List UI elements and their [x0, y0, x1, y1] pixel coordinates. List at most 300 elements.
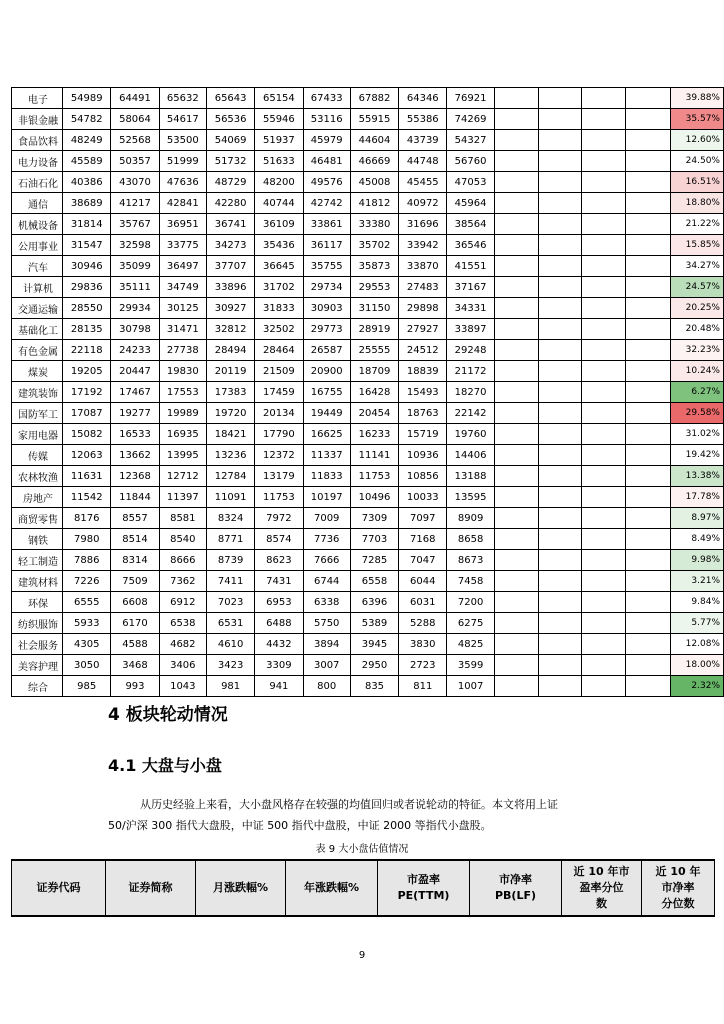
value-cell: 33380	[350, 214, 398, 235]
table-row	[12, 403, 724, 424]
empty-cell	[582, 361, 626, 382]
sector-name-cell: 农林牧渔	[12, 466, 63, 487]
value-cell: 45589	[63, 151, 111, 172]
value-cell: 11833	[303, 466, 350, 487]
table-row	[12, 613, 724, 634]
value-cell: 46481	[303, 151, 350, 172]
empty-cell	[538, 172, 581, 193]
empty-cell	[626, 109, 670, 130]
value-cell: 48200	[255, 172, 303, 193]
table-row	[12, 88, 724, 109]
value-cell: 36117	[303, 235, 350, 256]
empty-cell	[494, 109, 538, 130]
value-cell: 29773	[303, 319, 350, 340]
value-cell: 3945	[350, 634, 398, 655]
value-cell: 36109	[255, 214, 303, 235]
value-cell: 36497	[159, 256, 206, 277]
value-cell: 26587	[303, 340, 350, 361]
change-percent-cell: 9.84%	[670, 592, 723, 613]
value-cell: 53116	[303, 109, 350, 130]
empty-cell	[582, 634, 626, 655]
value-cell: 74269	[447, 109, 494, 130]
value-cell: 19760	[447, 424, 494, 445]
empty-cell	[538, 382, 581, 403]
value-cell: 17192	[63, 382, 111, 403]
table-row	[12, 676, 724, 697]
empty-cell	[626, 151, 670, 172]
value-cell: 20454	[350, 403, 398, 424]
table-row	[12, 361, 724, 382]
column-header-line: 数	[596, 897, 607, 910]
value-cell: 16755	[303, 382, 350, 403]
value-cell: 7972	[255, 508, 303, 529]
value-cell: 40972	[399, 193, 447, 214]
empty-cell	[538, 193, 581, 214]
value-cell: 46669	[350, 151, 398, 172]
empty-cell	[494, 592, 538, 613]
empty-cell	[494, 487, 538, 508]
sector-name-cell: 计算机	[12, 277, 63, 298]
change-percent-cell: 17.78%	[670, 487, 723, 508]
empty-cell	[582, 88, 626, 109]
value-cell: 67882	[350, 88, 398, 109]
change-percent-cell: 13.38%	[670, 466, 723, 487]
value-cell: 41551	[447, 256, 494, 277]
value-cell: 11542	[63, 487, 111, 508]
table-row	[12, 424, 724, 445]
value-cell: 38689	[63, 193, 111, 214]
section-heading: 4 板块轮动情况	[108, 705, 228, 725]
value-cell: 17459	[255, 382, 303, 403]
table-row	[12, 235, 724, 256]
value-cell: 6953	[255, 592, 303, 613]
empty-cell	[538, 655, 581, 676]
column-header-line: 盈率分位	[579, 881, 624, 894]
value-cell: 19720	[206, 403, 254, 424]
value-cell: 20900	[303, 361, 350, 382]
value-cell: 51633	[255, 151, 303, 172]
sector-name-cell: 综合	[12, 676, 63, 697]
empty-cell	[538, 298, 581, 319]
empty-cell	[538, 277, 581, 298]
value-cell: 7411	[206, 571, 254, 592]
value-cell: 51732	[206, 151, 254, 172]
sector-name-cell: 建筑装饰	[12, 382, 63, 403]
value-cell: 11844	[111, 487, 159, 508]
value-cell: 4588	[111, 634, 159, 655]
value-cell: 3830	[399, 634, 447, 655]
value-cell: 15719	[399, 424, 447, 445]
value-cell: 993	[111, 676, 159, 697]
empty-cell	[538, 592, 581, 613]
value-cell: 35111	[111, 277, 159, 298]
value-cell: 12372	[255, 445, 303, 466]
empty-cell	[494, 382, 538, 403]
empty-cell	[494, 193, 538, 214]
empty-cell	[494, 550, 538, 571]
empty-cell	[538, 487, 581, 508]
value-cell: 6538	[159, 613, 206, 634]
sector-name-cell: 国防军工	[12, 403, 63, 424]
value-cell: 29248	[447, 340, 494, 361]
empty-cell	[538, 319, 581, 340]
value-cell: 4682	[159, 634, 206, 655]
value-cell: 35755	[303, 256, 350, 277]
empty-cell	[494, 88, 538, 109]
value-cell: 7285	[350, 550, 398, 571]
value-cell: 6608	[111, 592, 159, 613]
empty-cell	[626, 466, 670, 487]
value-cell: 7047	[399, 550, 447, 571]
table-row	[12, 277, 724, 298]
empty-cell	[582, 256, 626, 277]
value-cell: 16428	[350, 382, 398, 403]
value-cell: 7509	[111, 571, 159, 592]
value-cell: 36546	[447, 235, 494, 256]
value-cell: 14406	[447, 445, 494, 466]
value-cell: 8771	[206, 529, 254, 550]
empty-cell	[582, 592, 626, 613]
value-cell: 8666	[159, 550, 206, 571]
empty-cell	[494, 634, 538, 655]
empty-cell	[582, 172, 626, 193]
value-cell: 3423	[206, 655, 254, 676]
table-row	[12, 109, 724, 130]
value-cell: 6488	[255, 613, 303, 634]
value-cell: 19449	[303, 403, 350, 424]
value-cell: 34331	[447, 298, 494, 319]
change-percent-cell: 31.02%	[670, 424, 723, 445]
value-cell: 12784	[206, 466, 254, 487]
sector-name-cell: 房地产	[12, 487, 63, 508]
value-cell: 27927	[399, 319, 447, 340]
change-percent-cell: 15.85%	[670, 235, 723, 256]
column-header	[286, 860, 378, 916]
value-cell: 18709	[350, 361, 398, 382]
value-cell: 8557	[111, 508, 159, 529]
value-cell: 8581	[159, 508, 206, 529]
column-header	[642, 860, 715, 916]
value-cell: 11141	[350, 445, 398, 466]
value-cell: 33897	[447, 319, 494, 340]
value-cell: 11753	[255, 487, 303, 508]
value-cell: 64491	[111, 88, 159, 109]
empty-cell	[582, 214, 626, 235]
sector-name-cell: 电子	[12, 88, 63, 109]
value-cell: 6170	[111, 613, 159, 634]
empty-cell	[582, 424, 626, 445]
empty-cell	[494, 571, 538, 592]
value-cell: 2723	[399, 655, 447, 676]
change-percent-cell: 18.00%	[670, 655, 723, 676]
value-cell: 13179	[255, 466, 303, 487]
sector-market-cap-table	[11, 87, 724, 697]
change-percent-cell: 21.22%	[670, 214, 723, 235]
empty-cell	[626, 214, 670, 235]
value-cell: 45008	[350, 172, 398, 193]
column-header-line: PB(LF)	[494, 889, 537, 902]
empty-cell	[626, 172, 670, 193]
column-header	[196, 860, 286, 916]
value-cell: 56760	[447, 151, 494, 172]
change-percent-cell: 24.57%	[670, 277, 723, 298]
column-header	[12, 860, 106, 916]
empty-cell	[494, 361, 538, 382]
value-cell: 54617	[159, 109, 206, 130]
value-cell: 12368	[111, 466, 159, 487]
sector-name-cell: 传媒	[12, 445, 63, 466]
empty-cell	[582, 571, 626, 592]
value-cell: 19277	[111, 403, 159, 424]
value-cell: 6555	[63, 592, 111, 613]
value-cell: 4610	[206, 634, 254, 655]
sector-name-cell: 电力设备	[12, 151, 63, 172]
value-cell: 7431	[255, 571, 303, 592]
change-percent-cell: 19.42%	[670, 445, 723, 466]
value-cell: 37167	[447, 277, 494, 298]
sector-name-cell: 食品饮料	[12, 130, 63, 151]
value-cell: 16533	[111, 424, 159, 445]
column-header-line: PE(TTM)	[397, 889, 450, 902]
value-cell: 8623	[255, 550, 303, 571]
value-cell: 17553	[159, 382, 206, 403]
empty-cell	[626, 319, 670, 340]
value-cell: 65632	[159, 88, 206, 109]
sector-name-cell: 非银金融	[12, 109, 63, 130]
sector-name-cell: 轻工制造	[12, 550, 63, 571]
value-cell: 7736	[303, 529, 350, 550]
value-cell: 8909	[447, 508, 494, 529]
value-cell: 3007	[303, 655, 350, 676]
value-cell: 48729	[206, 172, 254, 193]
value-cell: 45964	[447, 193, 494, 214]
sector-name-cell: 机械设备	[12, 214, 63, 235]
empty-cell	[494, 235, 538, 256]
sector-name-cell: 基础化工	[12, 319, 63, 340]
value-cell: 35767	[111, 214, 159, 235]
change-percent-cell: 10.24%	[670, 361, 723, 382]
value-cell: 30798	[111, 319, 159, 340]
sector-name-cell: 石油石化	[12, 172, 63, 193]
empty-cell	[582, 529, 626, 550]
column-header-line: 年涨跌幅%	[303, 881, 360, 894]
value-cell: 7309	[350, 508, 398, 529]
sector-name-cell: 家用电器	[12, 424, 63, 445]
column-header-line: 分位数	[661, 897, 695, 910]
value-cell: 17467	[111, 382, 159, 403]
value-cell: 11753	[350, 466, 398, 487]
empty-cell	[582, 445, 626, 466]
value-cell: 7886	[63, 550, 111, 571]
value-cell: 16935	[159, 424, 206, 445]
table-caption: 表 9 大小盘估值情况	[315, 844, 409, 855]
change-percent-cell: 16.51%	[670, 172, 723, 193]
sector-name-cell: 交通运输	[12, 298, 63, 319]
empty-cell	[626, 676, 670, 697]
value-cell: 28135	[63, 319, 111, 340]
column-header	[562, 860, 642, 916]
table-row	[12, 214, 724, 235]
empty-cell	[626, 235, 670, 256]
value-cell: 65154	[255, 88, 303, 109]
page-number: 9	[358, 950, 366, 961]
value-cell: 36951	[159, 214, 206, 235]
value-cell: 17790	[255, 424, 303, 445]
empty-cell	[582, 382, 626, 403]
empty-cell	[494, 319, 538, 340]
value-cell: 8739	[206, 550, 254, 571]
empty-cell	[494, 529, 538, 550]
value-cell: 7168	[399, 529, 447, 550]
value-cell: 29934	[111, 298, 159, 319]
value-cell: 55946	[255, 109, 303, 130]
value-cell: 11631	[63, 466, 111, 487]
value-cell: 43070	[111, 172, 159, 193]
value-cell: 8574	[255, 529, 303, 550]
empty-cell	[538, 445, 581, 466]
empty-cell	[626, 634, 670, 655]
value-cell: 40744	[255, 193, 303, 214]
sector-name-cell: 通信	[12, 193, 63, 214]
table-row	[12, 172, 724, 193]
table-row	[12, 508, 724, 529]
value-cell: 18270	[447, 382, 494, 403]
empty-cell	[538, 151, 581, 172]
empty-cell	[538, 109, 581, 130]
value-cell: 42841	[159, 193, 206, 214]
value-cell: 13662	[111, 445, 159, 466]
value-cell: 30927	[206, 298, 254, 319]
value-cell: 27483	[399, 277, 447, 298]
value-cell: 44604	[350, 130, 398, 151]
empty-cell	[538, 529, 581, 550]
change-percent-cell: 32.23%	[670, 340, 723, 361]
empty-cell	[538, 88, 581, 109]
value-cell: 985	[63, 676, 111, 697]
value-cell: 42280	[206, 193, 254, 214]
value-cell: 24233	[111, 340, 159, 361]
value-cell: 34749	[159, 277, 206, 298]
change-percent-cell: 12.08%	[670, 634, 723, 655]
empty-cell	[582, 193, 626, 214]
empty-cell	[626, 592, 670, 613]
value-cell: 35702	[350, 235, 398, 256]
empty-cell	[626, 487, 670, 508]
empty-cell	[538, 361, 581, 382]
empty-cell	[538, 235, 581, 256]
value-cell: 19830	[159, 361, 206, 382]
value-cell: 22118	[63, 340, 111, 361]
empty-cell	[582, 151, 626, 172]
empty-cell	[626, 340, 670, 361]
empty-cell	[582, 508, 626, 529]
value-cell: 55915	[350, 109, 398, 130]
value-cell: 54069	[206, 130, 254, 151]
value-cell: 6338	[303, 592, 350, 613]
change-percent-cell: 12.60%	[670, 130, 723, 151]
value-cell: 19205	[63, 361, 111, 382]
value-cell: 941	[255, 676, 303, 697]
value-cell: 31547	[63, 235, 111, 256]
subsection-heading: 4.1 大盘与小盘	[108, 756, 222, 775]
value-cell: 47636	[159, 172, 206, 193]
change-percent-cell: 2.32%	[670, 676, 723, 697]
value-cell: 36741	[206, 214, 254, 235]
empty-cell	[494, 655, 538, 676]
empty-cell	[494, 277, 538, 298]
sector-name-cell: 煤炭	[12, 361, 63, 382]
change-percent-cell: 24.50%	[670, 151, 723, 172]
empty-cell	[494, 172, 538, 193]
column-header-line: 市盈率	[407, 873, 440, 886]
change-percent-cell: 8.49%	[670, 529, 723, 550]
empty-cell	[494, 403, 538, 424]
value-cell: 15493	[399, 382, 447, 403]
value-cell: 13995	[159, 445, 206, 466]
value-cell: 32502	[255, 319, 303, 340]
table-row	[12, 130, 724, 151]
value-cell: 47053	[447, 172, 494, 193]
value-cell: 6044	[399, 571, 447, 592]
change-percent-cell: 8.97%	[670, 508, 723, 529]
sector-name-cell: 商贸零售	[12, 508, 63, 529]
sector-name-cell: 钢铁	[12, 529, 63, 550]
column-header-line: 近 10 年	[655, 865, 701, 878]
change-percent-cell: 9.98%	[670, 550, 723, 571]
value-cell: 8314	[111, 550, 159, 571]
value-cell: 45979	[303, 130, 350, 151]
value-cell: 41812	[350, 193, 398, 214]
value-cell: 28919	[350, 319, 398, 340]
value-cell: 4825	[447, 634, 494, 655]
table-row	[12, 298, 724, 319]
value-cell: 1007	[447, 676, 494, 697]
table-row	[12, 655, 724, 676]
value-cell: 3468	[111, 655, 159, 676]
value-cell: 11091	[206, 487, 254, 508]
value-cell: 4432	[255, 634, 303, 655]
value-cell: 40386	[63, 172, 111, 193]
empty-cell	[538, 634, 581, 655]
value-cell: 7200	[447, 592, 494, 613]
value-cell: 30946	[63, 256, 111, 277]
value-cell: 36645	[255, 256, 303, 277]
value-cell: 6531	[206, 613, 254, 634]
empty-cell	[582, 550, 626, 571]
value-cell: 8658	[447, 529, 494, 550]
value-cell: 800	[303, 676, 350, 697]
value-cell: 981	[206, 676, 254, 697]
value-cell: 18763	[399, 403, 447, 424]
value-cell: 17087	[63, 403, 111, 424]
sector-name-cell: 有色金属	[12, 340, 63, 361]
value-cell: 835	[350, 676, 398, 697]
empty-cell	[538, 403, 581, 424]
change-percent-cell: 20.48%	[670, 319, 723, 340]
column-header-line: 月涨跌幅%	[212, 881, 269, 894]
value-cell: 29734	[303, 277, 350, 298]
table-row	[12, 592, 724, 613]
table-row	[12, 529, 724, 550]
table-row	[12, 550, 724, 571]
change-percent-cell: 6.27%	[670, 382, 723, 403]
empty-cell	[626, 571, 670, 592]
empty-cell	[582, 403, 626, 424]
value-cell: 41217	[111, 193, 159, 214]
change-percent-cell: 39.88%	[670, 88, 723, 109]
value-cell: 7980	[63, 529, 111, 550]
empty-cell	[582, 340, 626, 361]
